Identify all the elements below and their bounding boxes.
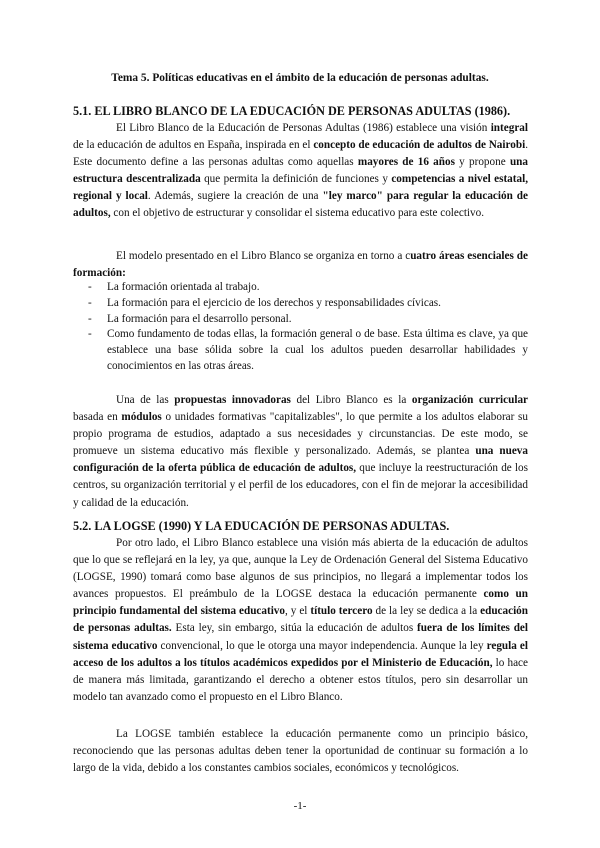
bold-phrase: como un principio fundamental del sistema educativo [73,588,528,618]
page-number: -1- [293,800,307,812]
bold-phrase: organización curricular [411,394,529,406]
section-1-paragraph-2 [73,248,528,282]
text-run: . Este documento define a las personas adultas como aquellas [73,139,528,169]
text-run: que permita la definición de funciones y [200,173,392,186]
section-2-heading: 5.2. LA LOGSE (1990) Y LA EDUCACIÓN DE PERSONAS ADULTAS. [73,519,450,533]
text-run: . Además, sugiere la creación de una [147,190,323,203]
list-item: - La formación para el desarrollo personal. [73,312,528,328]
section-1-paragraph-3 [73,392,528,512]
bold-phrase: fuera de los límites del sistema educativo [73,622,528,652]
bold-phrase: uatro áreas esenciales de formación: [73,250,528,280]
text-run: con el objetivo de estructurar y consolidar el sistema educativo para este colectivo. [110,207,485,220]
text-run: El modelo presentado en el Libro Blanco se organiza en torno a c [116,250,411,262]
section-1-paragraph-1 [73,120,528,223]
bold-phrase: módulos [121,411,162,424]
text-run: del Libro Blanco es la [290,394,412,406]
text-run: Esta ley, sin embargo, sitúa la educación de adultos [171,622,418,635]
text-run: de la ley se dedica a la [372,605,481,618]
section-2-paragraph-2 [73,726,528,777]
text-run: basada en [73,411,122,424]
bold-phrase: concepto de educación de adultos de Nairobi [313,139,526,152]
text-run: y propone [454,156,510,169]
training-areas-list [73,280,528,375]
bold-phrase: competencias a nivel estatal, regional y local [73,173,528,203]
text-run: de la educación de adultos en España, inspirada en el [73,139,314,152]
bold-phrase: "ley marco" para regular la educación de adultos, [73,190,528,220]
text-run: La LOGSE también establece la educación permanente como un principio básico, reconociendo que las personas adultas deben tener la oportunidad de continuar su formación a lo largo de la vida, debido a los constantes cambios sociales, económicos y tecnológicos. [73,728,528,775]
bold-phrase: mayores de 16 años [357,156,455,169]
text-run: , y el [285,605,311,618]
list-item: - Como fundamento de todas ellas, la formación general o de base. Esta última es clave, ya que establece una base sólida sobre la cual los adultos pueden desarrollar habilidades y conocimientos en las otras áreas. [73,327,528,374]
section-1-heading: 5.1. EL LIBRO BLANCO DE LA EDUCACIÓN DE PERSONAS ADULTAS (1986). [73,104,511,118]
text-run: El Libro Blanco de la Educación de Personas Adultas (1986) establece una visión [116,122,491,134]
bold-phrase: título tercero [310,605,373,618]
bold-phrase: propuestas innovadoras [174,394,291,406]
text-run: que incluye la reestructuración de los centros, su organización territorial y el perfil de los educadores, con el fin de mejorar la accesibilidad y calidad de la educación. [73,462,528,509]
text-run: Una de las [116,394,175,406]
bold-phrase: regula el acceso de los adultos a los títulos académicos expedidos por el Ministerio de Educación, [73,639,528,669]
text-run: o unidades formativas "capitalizables", lo que permite a los adultos elaborar su propio programa de estudios, adaptado a sus necesidades y circunstancias. De este modo, se promueve un sistema educativo más flexible y personalizado. Además, se plantea [73,411,528,458]
bold-phrase: integral [490,122,528,134]
document-title: Tema 5. Políticas educativas en el ámbito de la educación de personas adultas. [111,72,489,84]
bold-phrase: educación de personas adultas. [73,605,528,635]
list-item: - La formación para el ejercicio de los derechos y responsabilidades cívicas. [73,296,528,312]
bold-phrase: una estructura descentralizada [73,156,528,186]
bold-phrase: una nueva configuración de la oferta pública de educación de adultos, [73,445,528,475]
text-run: lo hace de manera más limitada, garantizando el derecho a obtener estos títulos, pero sin desarrollar un modelo tan avanzado como el propuesto en el Libro Blanco. [73,656,528,703]
section-2-paragraph-1 [73,535,528,706]
list-item: - La formación orientada al trabajo. [73,280,528,296]
text-run: Por otro lado, el Libro Blanco establece una visión más abierta de la educación de adultos que lo que se reflejará en la ley, ya que, aunque la Ley de Ordenación General del Sistema Educativo (LOGSE, 1990) tomará como base algunos de sus principios, no llegará a implementar todos los avances propuestos. El preámbulo de la LOGSE destaca la educación permanente [73,537,528,601]
text-run: convencional, lo que le otorga una mayor independencia. Aunque la ley [157,639,487,652]
